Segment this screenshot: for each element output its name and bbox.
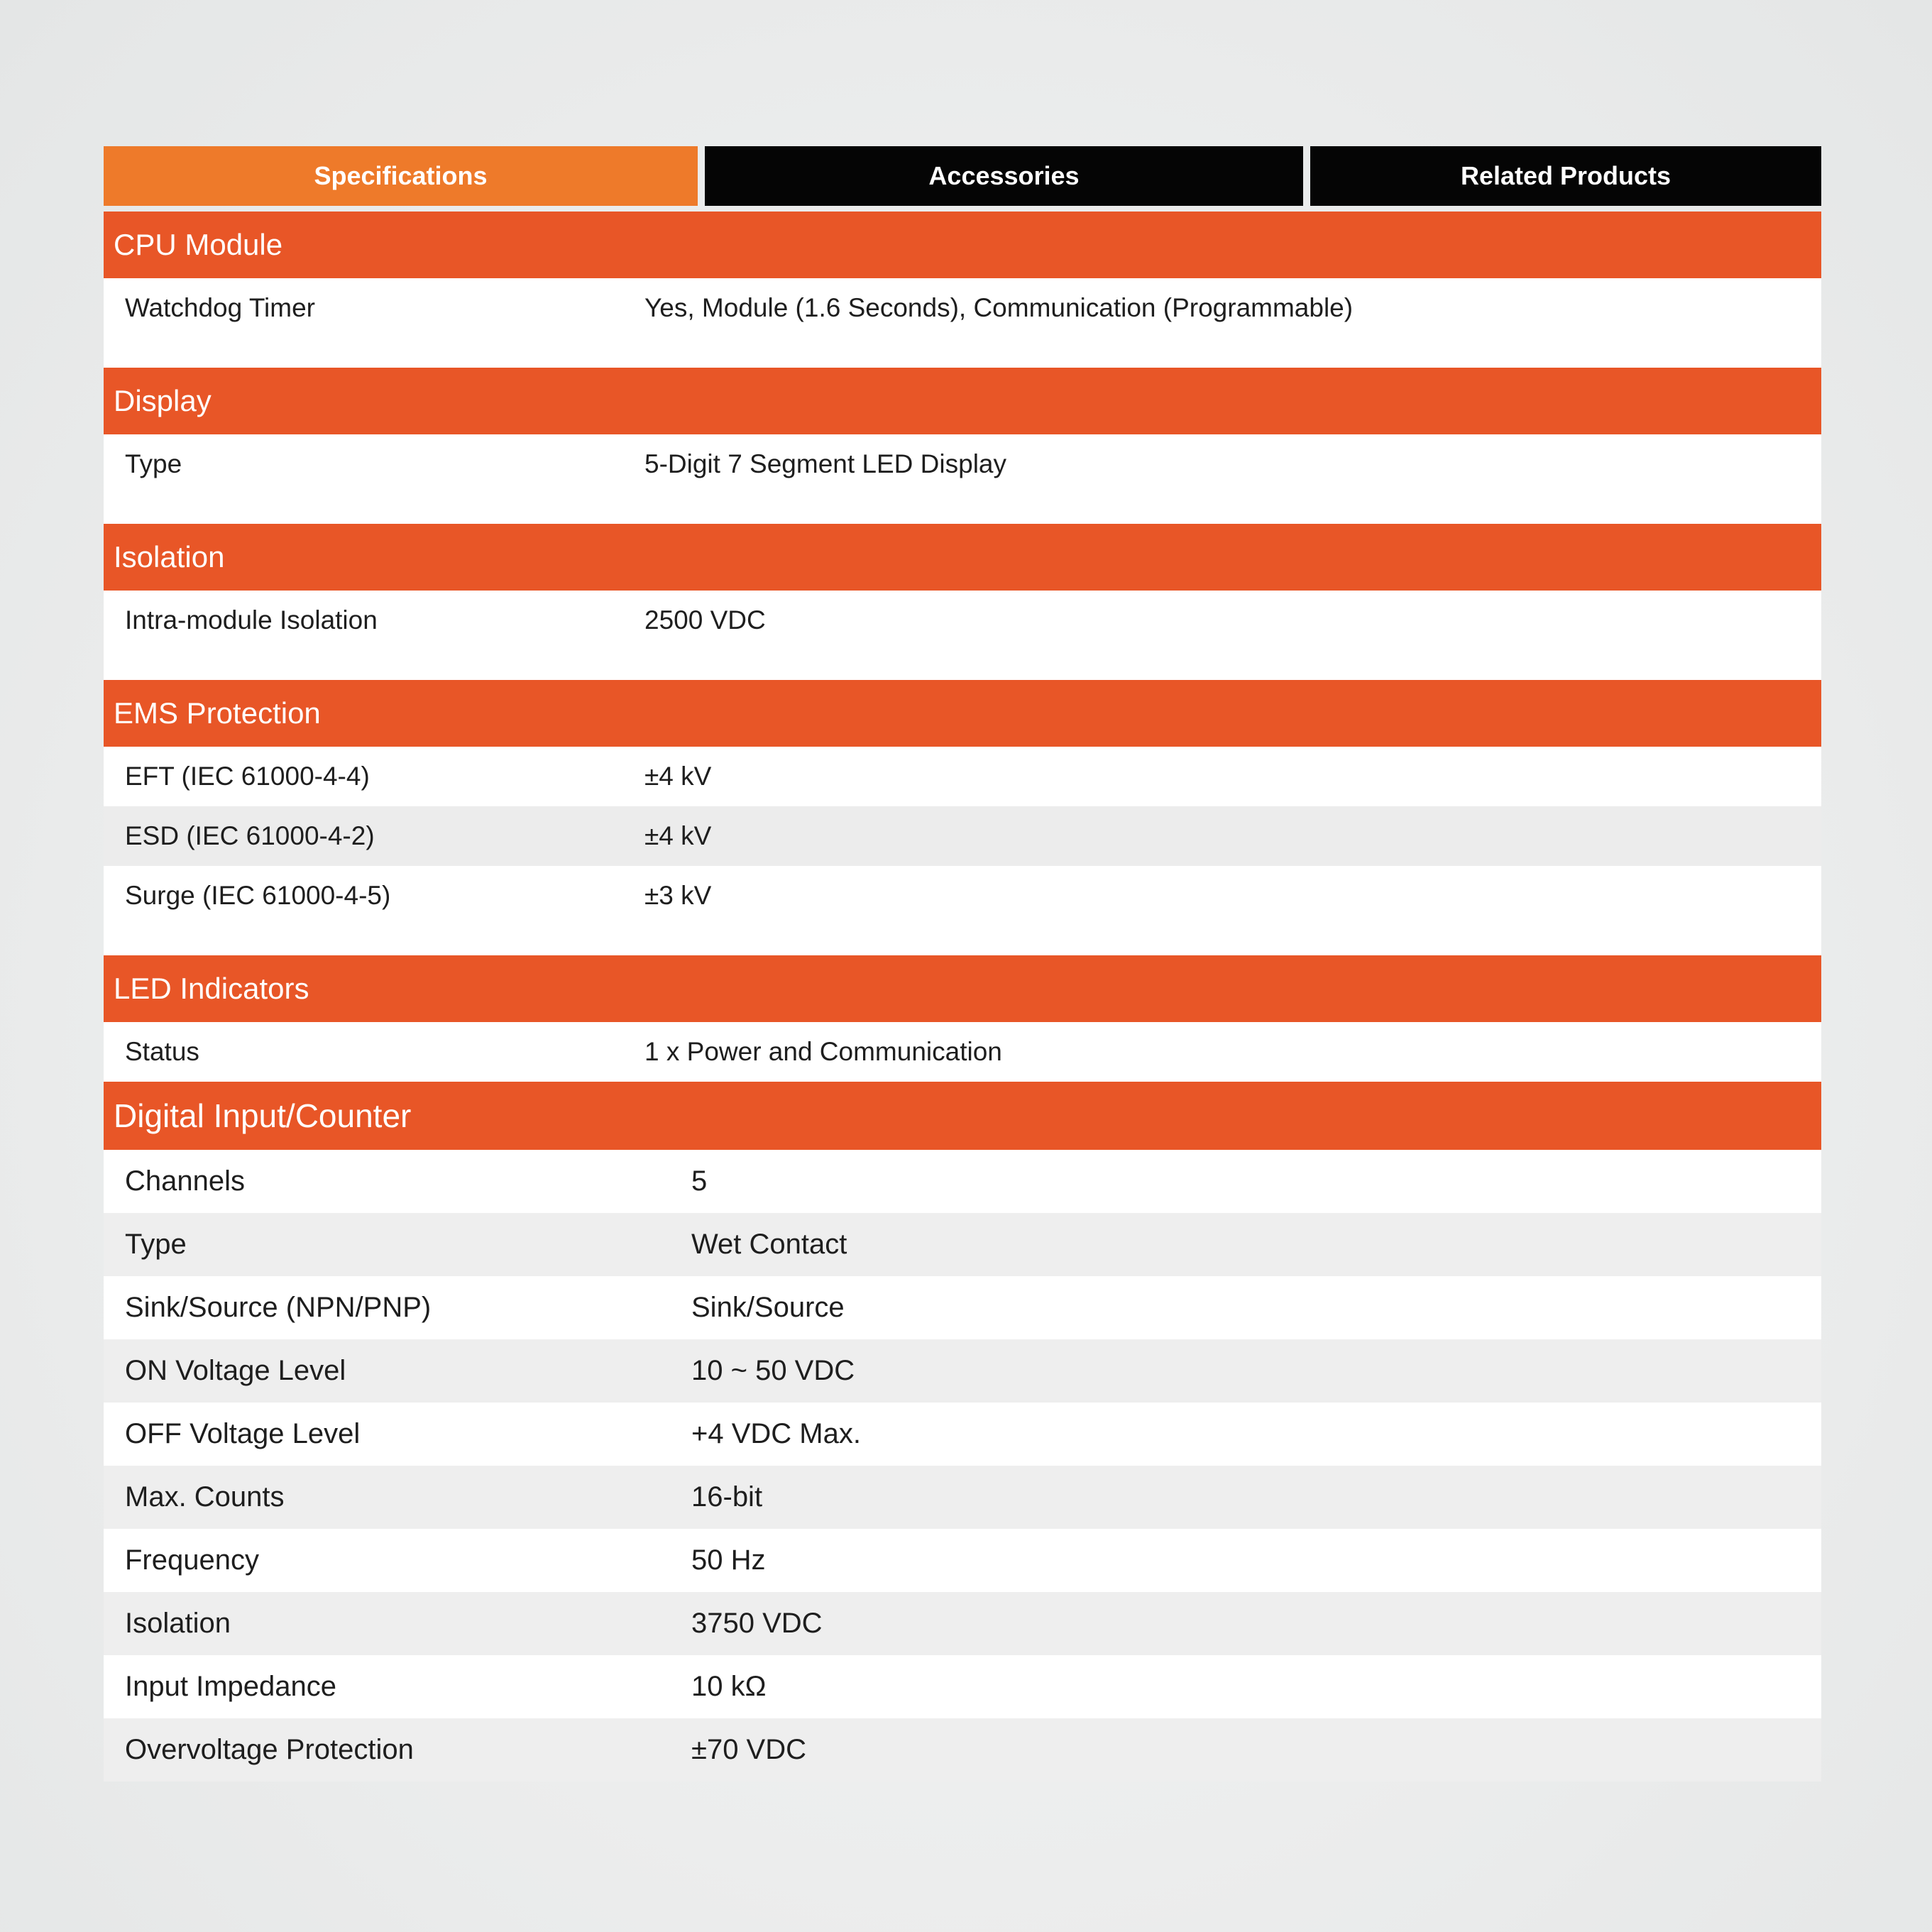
spec-value: 50 Hz [691, 1544, 766, 1576]
section-spacer [104, 338, 1821, 368]
section-cpu-module [104, 212, 1821, 368]
spec-value: Sink/Source [691, 1292, 845, 1323]
section-header: Digital Input/Counter [104, 1082, 1821, 1150]
section-header: LED Indicators [104, 955, 1821, 1022]
section-isolation [104, 524, 1821, 680]
spec-row [104, 1213, 1821, 1276]
spec-value: 5-Digit 7 Segment LED Display [644, 449, 1006, 478]
spec-row [104, 591, 1821, 650]
spec-row [104, 1718, 1821, 1782]
spec-key: Overvoltage Protection [125, 1734, 414, 1765]
section-display [104, 368, 1821, 524]
spec-value: 10 kΩ [691, 1671, 767, 1702]
spec-key: Surge (IEC 61000-4-5) [125, 881, 391, 910]
spec-row [104, 1150, 1821, 1213]
spec-value: ±70 VDC [691, 1734, 807, 1765]
spec-key: OFF Voltage Level [125, 1418, 361, 1449]
spec-value: 1 x Power and Communication [644, 1037, 1002, 1066]
spec-value: ±3 kV [644, 881, 712, 910]
section-header: Isolation [104, 524, 1821, 591]
section-digital-input-counter [104, 1082, 1821, 1782]
section-header: EMS Protection [104, 680, 1821, 747]
spec-row [104, 1466, 1821, 1529]
spec-key: Isolation [125, 1608, 231, 1639]
spec-key: Max. Counts [125, 1481, 285, 1513]
spec-key: ON Voltage Level [125, 1355, 346, 1386]
spec-value: 2500 VDC [644, 605, 766, 635]
spec-row [104, 747, 1821, 806]
spec-key: Channels [125, 1165, 246, 1197]
spec-row [104, 434, 1821, 494]
spec-key: Intra-module Isolation [125, 605, 378, 635]
spec-row [104, 1276, 1821, 1339]
spec-value: Yes, Module (1.6 Seconds), Communication (Programmable) [644, 293, 1354, 322]
tab-bar [104, 146, 1821, 206]
section-spacer [104, 650, 1821, 680]
spec-value: 10 ~ 50 VDC [691, 1355, 855, 1386]
specifications-table [104, 212, 1821, 1782]
spec-key: Status [125, 1037, 199, 1066]
spec-row [104, 1592, 1821, 1655]
spec-key: EFT (IEC 61000-4-4) [125, 762, 370, 791]
spec-row [104, 1403, 1821, 1466]
spec-row [104, 806, 1821, 866]
section-ems-protection [104, 680, 1821, 955]
spec-value: 3750 VDC [691, 1608, 823, 1639]
spec-row [104, 1339, 1821, 1403]
spec-row [104, 866, 1821, 926]
spec-key: Sink/Source (NPN/PNP) [125, 1292, 432, 1323]
spec-value: 5 [691, 1165, 708, 1197]
spec-value: ±4 kV [644, 821, 712, 850]
spec-key: ESD (IEC 61000-4-2) [125, 821, 375, 850]
spec-key: Watchdog Timer [125, 293, 315, 322]
spec-value: Wet Contact [691, 1229, 847, 1260]
spec-row [104, 1022, 1821, 1082]
section-spacer [104, 926, 1821, 955]
spec-key: Frequency [125, 1544, 259, 1576]
spec-value: 16-bit [691, 1481, 763, 1513]
spec-key: Type [125, 1229, 187, 1260]
spec-value: +4 VDC Max. [691, 1418, 861, 1449]
tab-related-products[interactable]: Related Products [1310, 146, 1821, 206]
tab-specifications[interactable]: Specifications [104, 146, 698, 206]
spec-row [104, 278, 1821, 338]
spec-key: Input Impedance [125, 1671, 336, 1702]
section-header: CPU Module [104, 212, 1821, 278]
spec-row [104, 1655, 1821, 1718]
tab-accessories[interactable]: Accessories [705, 146, 1303, 206]
spec-value: ±4 kV [644, 762, 712, 791]
spec-row [104, 1529, 1821, 1592]
section-header: Display [104, 368, 1821, 434]
section-led-indicators [104, 955, 1821, 1082]
spec-key: Type [125, 449, 182, 478]
section-spacer [104, 494, 1821, 524]
